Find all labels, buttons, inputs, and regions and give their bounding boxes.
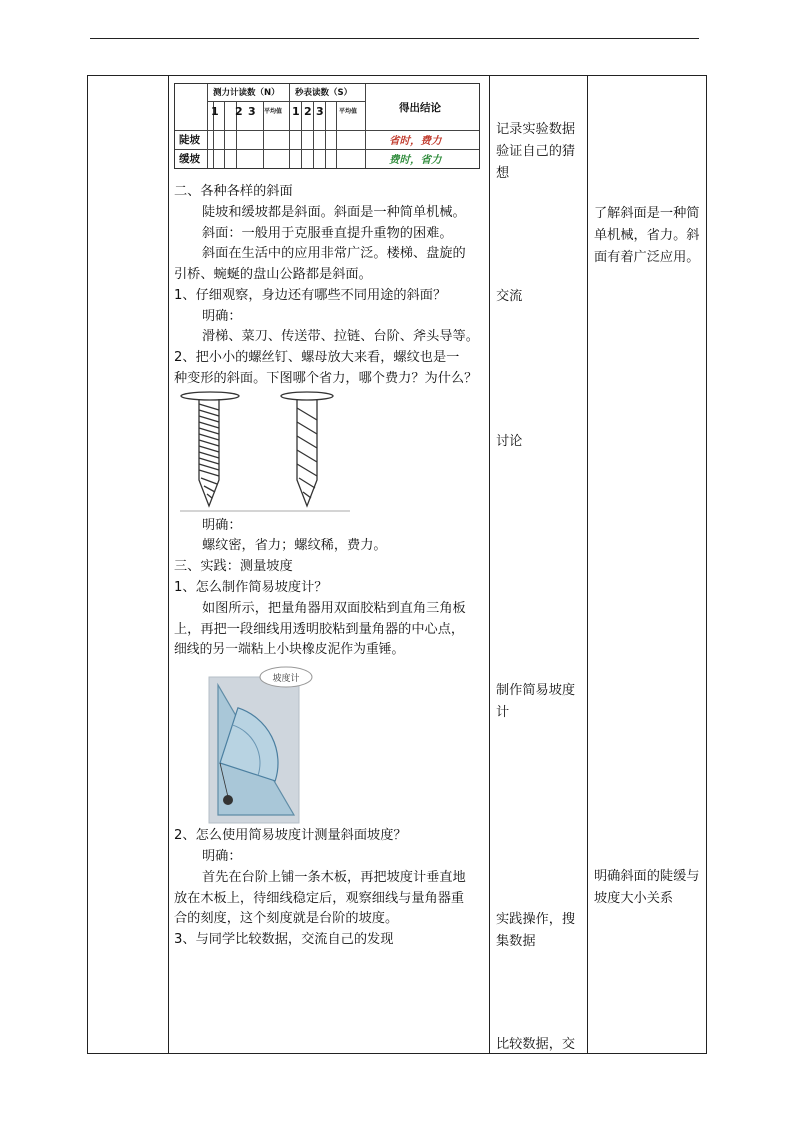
question: 种变形的斜面。下图哪个省力，哪个费力？为什么？ <box>174 371 478 386</box>
sub-header: 1 <box>211 105 219 118</box>
answer-text: 螺纹密，省力；螺纹稀，费力。 <box>202 538 387 553</box>
question: 1、仔细观察，身边还有哪些不同用途的斜面？ <box>174 288 447 303</box>
row-result: 省时，费力 <box>389 135 442 147</box>
question: 3、与同学比较数据，交流自己的发现 <box>174 932 394 947</box>
paragraph-line: 陡坡和缓坡都是斜面。斜面是一种简单机械。 <box>202 205 466 220</box>
answer-label: 明确： <box>202 518 242 533</box>
design-intent: 明确斜面的陡缓与坡度大小关系 <box>594 869 700 906</box>
column-divider <box>489 76 490 1053</box>
conclusion-header: 得出结论 <box>399 102 441 114</box>
answer-label: 明确： <box>202 309 242 324</box>
paragraph-line: 上，再把一段细线用透明胶粘到量角器的中心点， <box>174 622 465 637</box>
paragraph-line: 放在木板上，待细线稳定后，观察细线与量角器重 <box>174 891 465 906</box>
student-activity: 制作简易坡度计 <box>496 683 576 720</box>
column-divider <box>168 76 169 1053</box>
paragraph-line: 首先在台阶上铺一条木板，再把坡度计垂直地 <box>202 870 466 885</box>
section-heading: 三、实践：测量坡度 <box>174 559 293 574</box>
section-heading: 二、各种各样的斜面 <box>174 184 293 199</box>
paragraph-line: 细线的另一端粘上小块橡皮泥作为重锤。 <box>174 642 405 657</box>
student-activity: 讨论 <box>496 434 523 449</box>
answer-text: 滑梯、菜刀、传送带、拉链、台阶、斧头导等。 <box>202 329 479 344</box>
paragraph-line: 斜面：一般用于克服垂直提升重物的困难。 <box>202 226 453 241</box>
student-activity: 实践操作，搜集数据 <box>496 912 576 949</box>
sub-header: 2 <box>235 105 243 118</box>
row-label: 缓坡 <box>179 153 200 165</box>
answer-label: 明确： <box>202 849 242 864</box>
student-activity: 比较数据，交 <box>496 1037 576 1052</box>
paragraph-line: 斜面在生活中的应用非常广泛。楼梯、盘旋的 <box>202 246 466 261</box>
column-divider <box>587 76 588 1053</box>
header-rule <box>90 38 699 39</box>
row-result: 费时，省力 <box>389 154 442 166</box>
row-label: 陡坡 <box>179 134 200 146</box>
student-activity: 记录实验数据验证自己的猜想 <box>496 122 576 181</box>
question: 2、怎么使用简易坡度计测量斜面坡度？ <box>174 828 407 843</box>
slope-meter-photo <box>206 665 316 825</box>
sub-header: 1 <box>292 105 300 118</box>
stopwatch-reading-header: 秒表读数（S） <box>295 88 353 98</box>
design-intent: 了解斜面是一种简单机械，省力。斜面有着广泛应用。 <box>594 206 700 265</box>
screws-figure <box>180 388 350 513</box>
paragraph-line: 如图所示，把量角器用双面胶粘到直角三角板 <box>202 601 466 616</box>
slope-meter-label: 坡度计 <box>272 674 300 684</box>
question: 2、把小小的螺丝钉、螺母放大来看，螺纹也是一 <box>174 350 460 365</box>
sub-header: 平均值 <box>264 108 283 115</box>
experiment-data-table <box>174 83 480 169</box>
sub-header: 3 <box>316 105 324 118</box>
sub-header: 3 <box>248 105 256 118</box>
paragraph-line: 引桥、蜿蜒的盘山公路都是斜面。 <box>174 267 372 282</box>
force-reading-header: 测力计读数（N） <box>213 88 280 98</box>
student-activity: 交流 <box>496 289 523 304</box>
sub-header: 平均值 <box>339 108 358 115</box>
sub-header: 2 <box>304 105 312 118</box>
question: 1、怎么制作简易坡度计？ <box>174 580 328 595</box>
paragraph-line: 合的刻度，这个刻度就是台阶的坡度。 <box>174 911 399 926</box>
